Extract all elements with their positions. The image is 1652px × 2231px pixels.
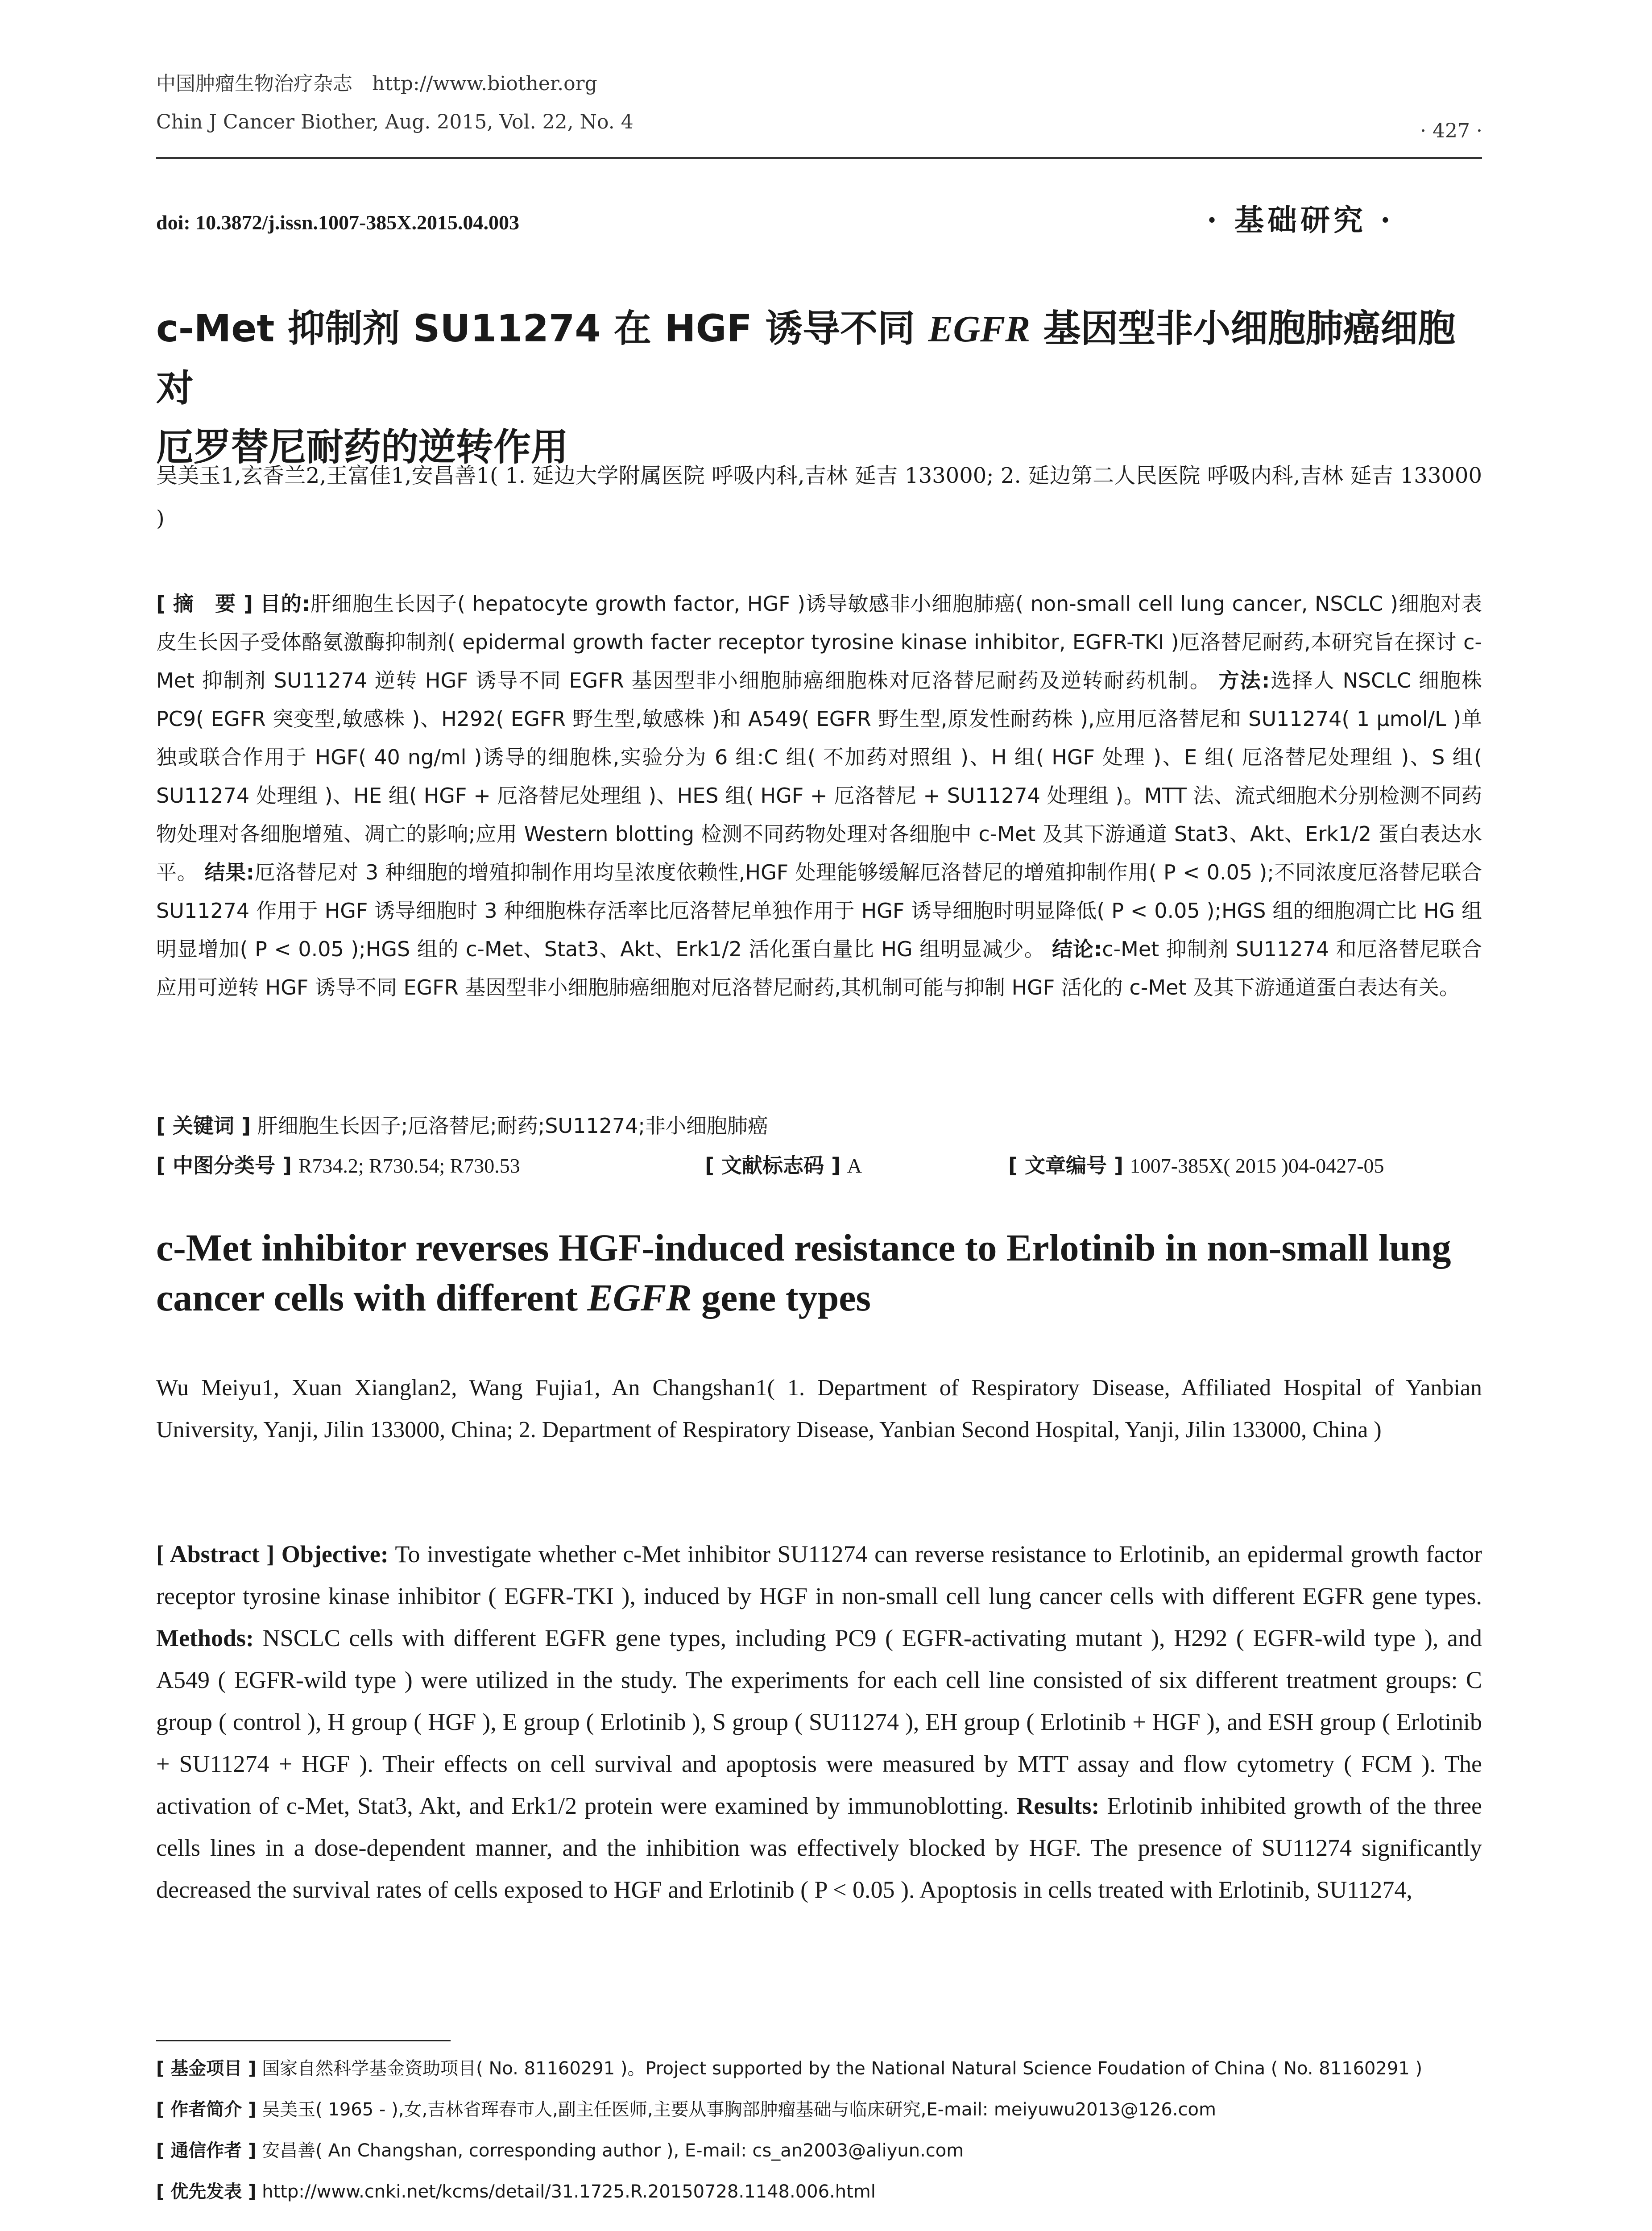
title-en-part1: cancer cells with different xyxy=(156,1276,588,1319)
art-label: [ 文章编号 ] xyxy=(1008,1153,1124,1178)
conclusion-cn-label: 结论: xyxy=(1052,937,1102,961)
journal-header-en: Chin J Cancer Biother, Aug. 2015, Vol. 22, No. 4 xyxy=(156,111,633,133)
footnote-author-bio-text: 吴美玉( 1965 - ),女,吉林省珲春市人,副主任医师,主要从事胸部肿瘤基础与临床研究,E-mail: meiyuwu2013@126.com xyxy=(262,2099,1216,2120)
footnote-funding-text: 国家自然科学基金资助项目( No. 81160291 )。Project supported by the National Natural Science Foudation of China ( No. 81160291 ) xyxy=(262,2058,1423,2079)
footnote-corresponding-text: 安昌善( An Changshan, corresponding author ), E-mail: cs_an2003@aliyun.com xyxy=(262,2140,964,2161)
title-en-gene: EGFR xyxy=(587,1276,692,1319)
keywords-cn xyxy=(156,1107,1482,1145)
footnote-online-first-label: [ 优先发表 ] xyxy=(156,2181,257,2202)
doc-value: A xyxy=(847,1154,862,1177)
abstract-en xyxy=(156,1533,1482,1911)
objective-en-label: Objective: xyxy=(281,1541,389,1568)
footnote-online-first xyxy=(156,2176,1482,2208)
conclusion-cn: c-Met 抑制剂 SU11274 和厄洛替尼联合应用可逆转 HGF 诱导不同 EGFR 基因型非小细胞肺癌细胞对厄洛替尼耐药,其机制可能与抑制 HGF 活化的 c-Met 及其下游通道蛋白表达有关。 xyxy=(156,937,1482,999)
clc-label: [ 中图分类号 ] xyxy=(156,1153,292,1178)
results-en: Erlotinib inhibited growth of the three cells lines in a dose-dependent manner, and the inhibition was effectively blocked by HGF. The presence of SU11274 significantly decreased the survival rates of cells exposed to HGF and Erlotinib ( P < 0.05 ). Apoptosis in cells treated with Erlotinib, SU11274, xyxy=(156,1792,1482,1903)
doi: doi: 10.3872/j.issn.1007-385X.2015.04.003 xyxy=(156,211,519,234)
footnote-corresponding-label: [ 通信作者 ] xyxy=(156,2140,257,2161)
results-cn: 厄洛替尼对 3 种细胞的增殖抑制作用均呈浓度依赖性,HGF 处理能够缓解厄洛替尼的增殖抑制作用( P < 0.05 );不同浓度厄洛替尼联合 SU11274 作用于 HGF 诱导细胞时 3 种细胞株存活率比厄洛替尼单独作用于 HGF 诱导细胞时明显降低( P < 0.05 );HGS 组的细胞凋亡比 HG 组明显增加( P < 0.05 );HGS 组的 c-Met、Stat3、Akt、Erk1/2 活化蛋白量比 HG 组明显减少。 xyxy=(156,860,1482,961)
methods-en: NSCLC cells with different EGFR gene types, including PC9 ( EGFR-activating mutant ), H292 ( EGFR-wild type ), and A549 ( EGFR-wild type ) were utilized in the study. The experiments for each cell line consisted of six different treatment groups: C group ( control ), H group ( HGF ), E group ( Erlotinib ), S group ( SU11274 ), EH group ( Erlotinib + HGF ), and ESH group ( Erlotinib + SU11274 + HGF ). Their effects on cell survival and apoptosis were measured by MTT assay and flow cytometry ( FCM ). The activation of c-Met, Stat3, Akt, and Erk1/2 protein were examined by immunoblotting. xyxy=(156,1625,1482,1819)
footnote-online-first-text: http://www.cnki.net/kcms/detail/31.1725.R.20150728.1148.006.html xyxy=(262,2181,876,2202)
keywords-cn-text: 肝细胞生长因子;厄洛替尼;耐药;SU11274;非小细胞肺癌 xyxy=(257,1114,768,1138)
doc-label: [ 文献标志码 ] xyxy=(705,1153,841,1178)
header-rule xyxy=(156,157,1482,159)
title-cn-part2: 基因型非小细胞肺癌细胞对 xyxy=(156,307,1456,410)
methods-en-label: Methods: xyxy=(156,1625,254,1651)
section-column: · 基础研究 · xyxy=(1207,203,1394,237)
title-en-line1: c-Met inhibitor reverses HGF-induced resistance to Erlotinib in non-small lung xyxy=(156,1226,1451,1269)
abstract-cn-label: [ 摘 要 ] xyxy=(156,592,253,616)
footnote-funding-label: [ 基金项目 ] xyxy=(156,2058,257,2079)
title-en-part2: gene types xyxy=(691,1276,871,1319)
objective-cn-label: 目的: xyxy=(260,592,311,616)
results-cn-label: 结果: xyxy=(204,860,255,884)
clc-value: R734.2; R730.54; R730.53 xyxy=(298,1154,520,1177)
footnote-corresponding xyxy=(156,2135,1482,2167)
art-value: 1007-385X( 2015 )04-0427-05 xyxy=(1130,1154,1384,1177)
objective-en: To investigate whether c-Met inhibitor SU11274 can reverse resistance to Erlotinib, an epidermal growth factor receptor tyrosine kinase inhibitor ( EGFR-TKI ), induced by HGF in non-small cell lung cancer cells with different EGFR gene types. xyxy=(156,1541,1482,1609)
methods-cn-label: 方法: xyxy=(1218,668,1270,693)
doc-code xyxy=(705,1149,862,1179)
footnote-funding xyxy=(156,2053,1482,2085)
abstract-cn xyxy=(156,585,1482,1007)
objective-cn: 肝细胞生长因子( hepatocyte growth factor, HGF )诱导敏感非小细胞肺癌( non-small cell lung cancer, NSCLC )细胞对表皮生长因子受体酪氨激酶抑制剂( epidermal growth facter receptor tyrosine kinase inhibitor, EGFR-TKI )厄洛替尼耐药,本研究旨在探讨 c-Met 抑制剂 SU11274 逆转 HGF 诱导不同 EGFR 基因型非小细胞肺癌细胞株对厄洛替尼耐药及逆转耐药机制。 xyxy=(156,592,1482,693)
footnote-rule xyxy=(156,2040,451,2041)
results-en-label: Results: xyxy=(1016,1792,1100,1819)
title-cn-line2: 厄罗替尼耐药的逆转作用 xyxy=(156,425,569,469)
authors-en: Wu Meiyu1, Xuan Xianglan2, Wang Fujia1, An Changshan1( 1. Department of Respiratory Disease, Affiliated Hospital of Yanbian University, Yanji, Jilin 133000, China; 2. Department of Respiratory Disease, Yanbian Second Hospital, Yanji, Jilin 133000, China ) xyxy=(156,1375,1482,1443)
clc-code xyxy=(156,1149,520,1179)
title-cn-gene: EGFR xyxy=(928,308,1031,350)
title-cn-part1: c-Met 抑制剂 SU11274 在 HGF 诱导不同 xyxy=(156,307,928,350)
article-number xyxy=(1008,1149,1384,1179)
journal-header-cn: 中国肿瘤生物治疗杂志 http://www.biother.org xyxy=(156,72,597,95)
title-en xyxy=(156,1223,1482,1323)
authors-cn: 吴美玉1,玄香兰2,王富佳1,安昌善1( 1. 延边大学附属医院 呼吸内科,吉林 延吉 133000; 2. 延边第二人民医院 呼吸内科,吉林 延吉 133000 ) xyxy=(156,463,1482,531)
methods-cn: 选择人 NSCLC 细胞株 PC9( EGFR 突变型,敏感株 )、H292( EGFR 野生型,敏感株 )和 A549( EGFR 野生型,原发性耐药株 ),应用厄洛替尼和 SU11274( 1 μmol/L )单独或联合作用于 HGF( 40 ng/ml )诱导的细胞株,实验分为 6 组:C 组( 不加药对照组 )、H 组( HGF 处理 )、E 组( 厄洛替尼处理组 )、S 组( SU11274 处理组 )、HE 组( HGF + 厄洛替尼处理组 )、HES 组( HGF + 厄洛替尼 + SU11274 处理组 )。MTT 法、流式细胞术分别检测不同药物处理对各细胞增殖、凋亡的影响;应用 Western blotting 检测不同药物处理对各细胞中 c-Met 及其下游通道 Stat3、Akt、Erk1/2 蛋白表达水平。 xyxy=(156,668,1482,884)
abstract-en-label: [ Abstract ] xyxy=(156,1541,275,1568)
footnote-author-bio xyxy=(156,2094,1482,2126)
keywords-cn-label: [ 关键词 ] xyxy=(156,1114,251,1138)
page-number: · 427 · xyxy=(1420,120,1482,142)
footnote-author-bio-label: [ 作者简介 ] xyxy=(156,2099,257,2120)
title-cn xyxy=(156,299,1482,477)
